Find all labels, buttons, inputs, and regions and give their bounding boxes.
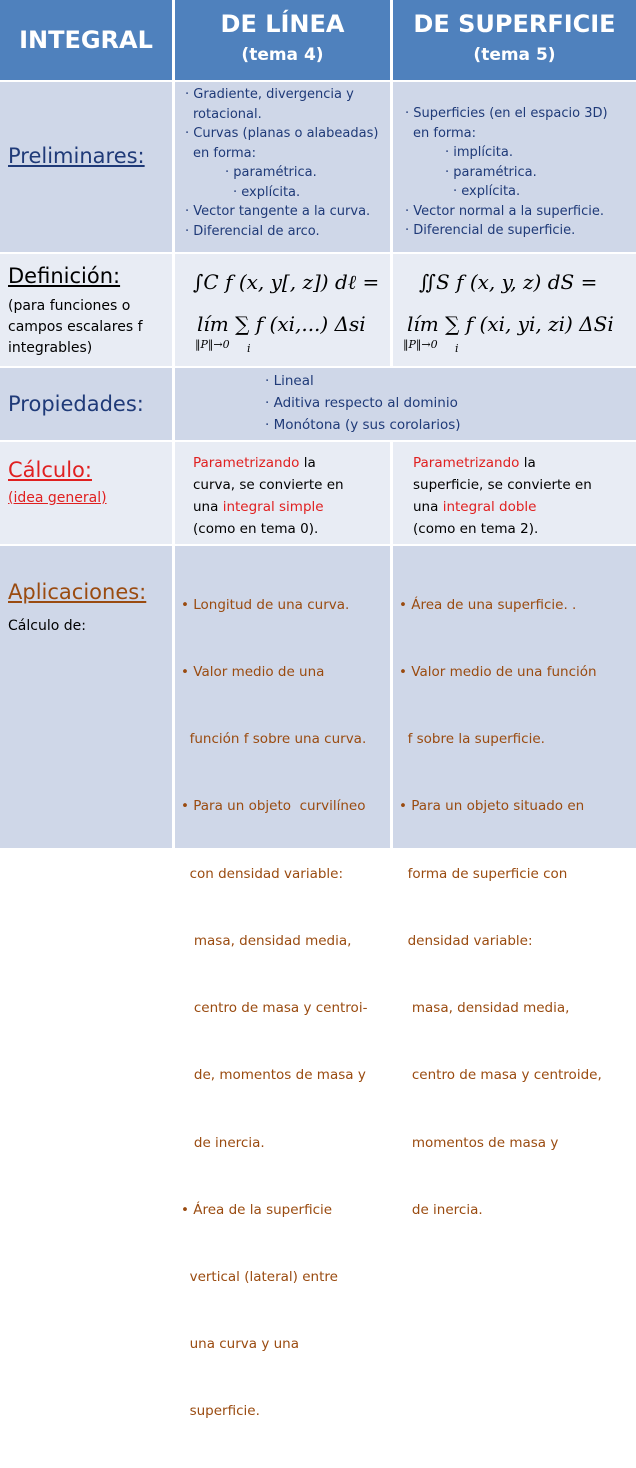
list-item: • Área de la superficie — [181, 1201, 333, 1218]
linea-lim-sub: ‖P‖→0 — [195, 338, 230, 351]
calculo-linea-line1 — [193, 452, 390, 474]
definicion-note-2: campos escalares f — [8, 319, 143, 335]
list-item: densidad variable: — [399, 932, 533, 949]
superficie-formula-bottom: lím ∑ f (xi, yi, zi) ΔSi — [407, 312, 614, 336]
definicion-note-3: integrables) — [8, 340, 93, 356]
list-item: • Para un objeto curvilíneo — [181, 798, 366, 815]
list-item: de inercia. — [181, 1134, 265, 1151]
header-superficie-title: DE SUPERFICIE — [413, 10, 616, 38]
row-calculo-superficie — [393, 442, 636, 544]
list-item: en forma: — [193, 145, 257, 161]
list-item: de inercia. — [399, 1201, 483, 1218]
list-item: · explícita. — [233, 184, 301, 200]
list-item: masa, densidad media, — [181, 932, 352, 949]
list-item: · Lineal — [265, 373, 314, 389]
header-linea — [175, 0, 390, 80]
calculo-superficie-t3a: una — [413, 499, 443, 515]
list-item: centro de masa y centroide, — [399, 1067, 602, 1084]
aplicaciones-superficie-list — [399, 549, 636, 1266]
calculo-linea-red2: integral simple — [222, 499, 324, 515]
list-item: • Para un objeto situado en — [399, 798, 585, 815]
row-aplicaciones-linea — [175, 546, 390, 1420]
list-item: centro de masa y centroi- — [181, 1000, 368, 1017]
list-item: · Vector tangente a la curva. — [185, 204, 371, 219]
list-item: · Aditiva respecto al dominio — [265, 395, 458, 411]
calculo-superficie-line1 — [413, 452, 636, 474]
list-item: · Curvas (planas o alabeadas) — [185, 126, 379, 141]
list-item: masa, densidad media, — [399, 1000, 570, 1017]
list-item: • Valor medio de una — [181, 664, 325, 681]
list-item: · explícita. — [453, 184, 521, 199]
linea-sum-sub: i — [247, 342, 251, 355]
list-item: · paramétrica. — [225, 165, 317, 180]
calculo-superficie-red1: Parametrizando — [413, 455, 520, 471]
preliminares-label: Preliminares: — [8, 144, 145, 168]
row-preliminares-label-cell — [0, 82, 172, 252]
propiedades-label: Propiedades: — [8, 392, 144, 416]
header-integral — [0, 0, 172, 80]
list-item: · Diferencial de superficie. — [405, 223, 576, 238]
header-superficie — [393, 0, 636, 80]
aplicaciones-linea-list — [181, 549, 390, 1468]
linea-formula-top: ∫C f (x, y[, z]) dℓ = — [193, 270, 380, 294]
calculo-sublabel: (idea general) — [8, 490, 107, 506]
linea-formula-bottom: lím ∑ f (xi,...) Δsi — [197, 312, 366, 336]
definicion-note-1: (para funciones o — [8, 298, 131, 314]
list-item: • Longitud de una curva. — [181, 596, 350, 613]
list-item: · Superficies (en el espacio 3D) — [405, 106, 608, 121]
calculo-superficie-red2: integral doble — [442, 499, 537, 515]
row-calculo-label-cell — [0, 442, 172, 544]
list-item: · Vector normal a la superficie. — [405, 203, 604, 219]
calculo-linea-t1: la — [299, 455, 316, 471]
header-linea-title: DE LÍNEA — [220, 10, 345, 38]
definicion-label: Definición: — [8, 264, 121, 288]
header-superficie-sub: (tema 5) — [473, 45, 556, 65]
calculo-superficie-t1: la — [519, 455, 536, 471]
row-calculo-linea — [175, 442, 390, 544]
aplicaciones-sublabel: Cálculo de: — [8, 618, 86, 634]
row-definicion-linea — [175, 254, 390, 366]
list-item: · Gradiente, divergencia y — [185, 87, 354, 102]
list-item: una curva y una — [181, 1336, 300, 1353]
row-definicion-superficie — [393, 254, 636, 366]
row-propiedades-label-cell — [0, 368, 172, 440]
list-item: f sobre la superficie. — [399, 731, 545, 748]
row-preliminares-linea — [175, 82, 390, 252]
propiedades-list — [265, 370, 461, 436]
row-aplicaciones-superficie — [393, 546, 636, 1218]
calculo-label: Cálculo: — [8, 458, 92, 482]
row-preliminares-superficie — [393, 82, 636, 252]
list-item: con densidad variable: — [181, 865, 344, 882]
list-item: · implícita. — [445, 145, 513, 160]
calculo-linea-red1: Parametrizando — [193, 455, 300, 471]
list-item: momentos de masa y — [399, 1134, 559, 1151]
calculo-linea-line4: (como en tema 0). — [193, 521, 319, 537]
superficie-formula-top: ∬S f (x, y, z) dS = — [419, 270, 598, 294]
calculo-linea-line3 — [193, 496, 390, 518]
list-item: · Diferencial de arco. — [185, 223, 320, 239]
header-integral-text: INTEGRAL — [19, 26, 153, 54]
calculo-superficie-line2: superficie, se convierte en — [413, 477, 592, 493]
preliminares-superficie-list — [405, 104, 636, 241]
calculo-superficie-line4: (como en tema 2). — [413, 521, 539, 537]
list-item: función f sobre una curva. — [181, 731, 367, 748]
calculo-linea-t3a: una — [193, 499, 223, 515]
list-item: superficie. — [181, 1403, 260, 1420]
list-item: · paramétrica. — [445, 164, 537, 180]
list-item: • Valor medio de una función — [399, 664, 597, 681]
calculo-superficie-line3 — [413, 496, 636, 518]
preliminares-linea-list — [185, 85, 390, 241]
list-item: en forma: — [413, 125, 477, 141]
row-aplicaciones-label-cell — [0, 546, 172, 848]
calculo-linea-line2: curva, se convierte en — [193, 477, 344, 493]
list-item: de, momentos de masa y — [181, 1067, 366, 1084]
superficie-sum-sub: i — [455, 342, 459, 355]
row-definicion-label-cell — [0, 254, 172, 366]
superficie-lim-sub: ‖P‖→0 — [403, 338, 438, 351]
aplicaciones-label: Aplicaciones: — [8, 580, 147, 604]
list-item: · Monótona (y sus corolarios) — [265, 417, 461, 433]
list-item: vertical (lateral) entre — [181, 1269, 338, 1285]
list-item: • Área de una superficie. . — [399, 596, 577, 613]
list-item: forma de superficie con — [399, 865, 568, 882]
row-propiedades-content — [175, 368, 636, 440]
list-item: rotacional. — [193, 106, 262, 122]
header-linea-sub: (tema 4) — [241, 45, 324, 65]
